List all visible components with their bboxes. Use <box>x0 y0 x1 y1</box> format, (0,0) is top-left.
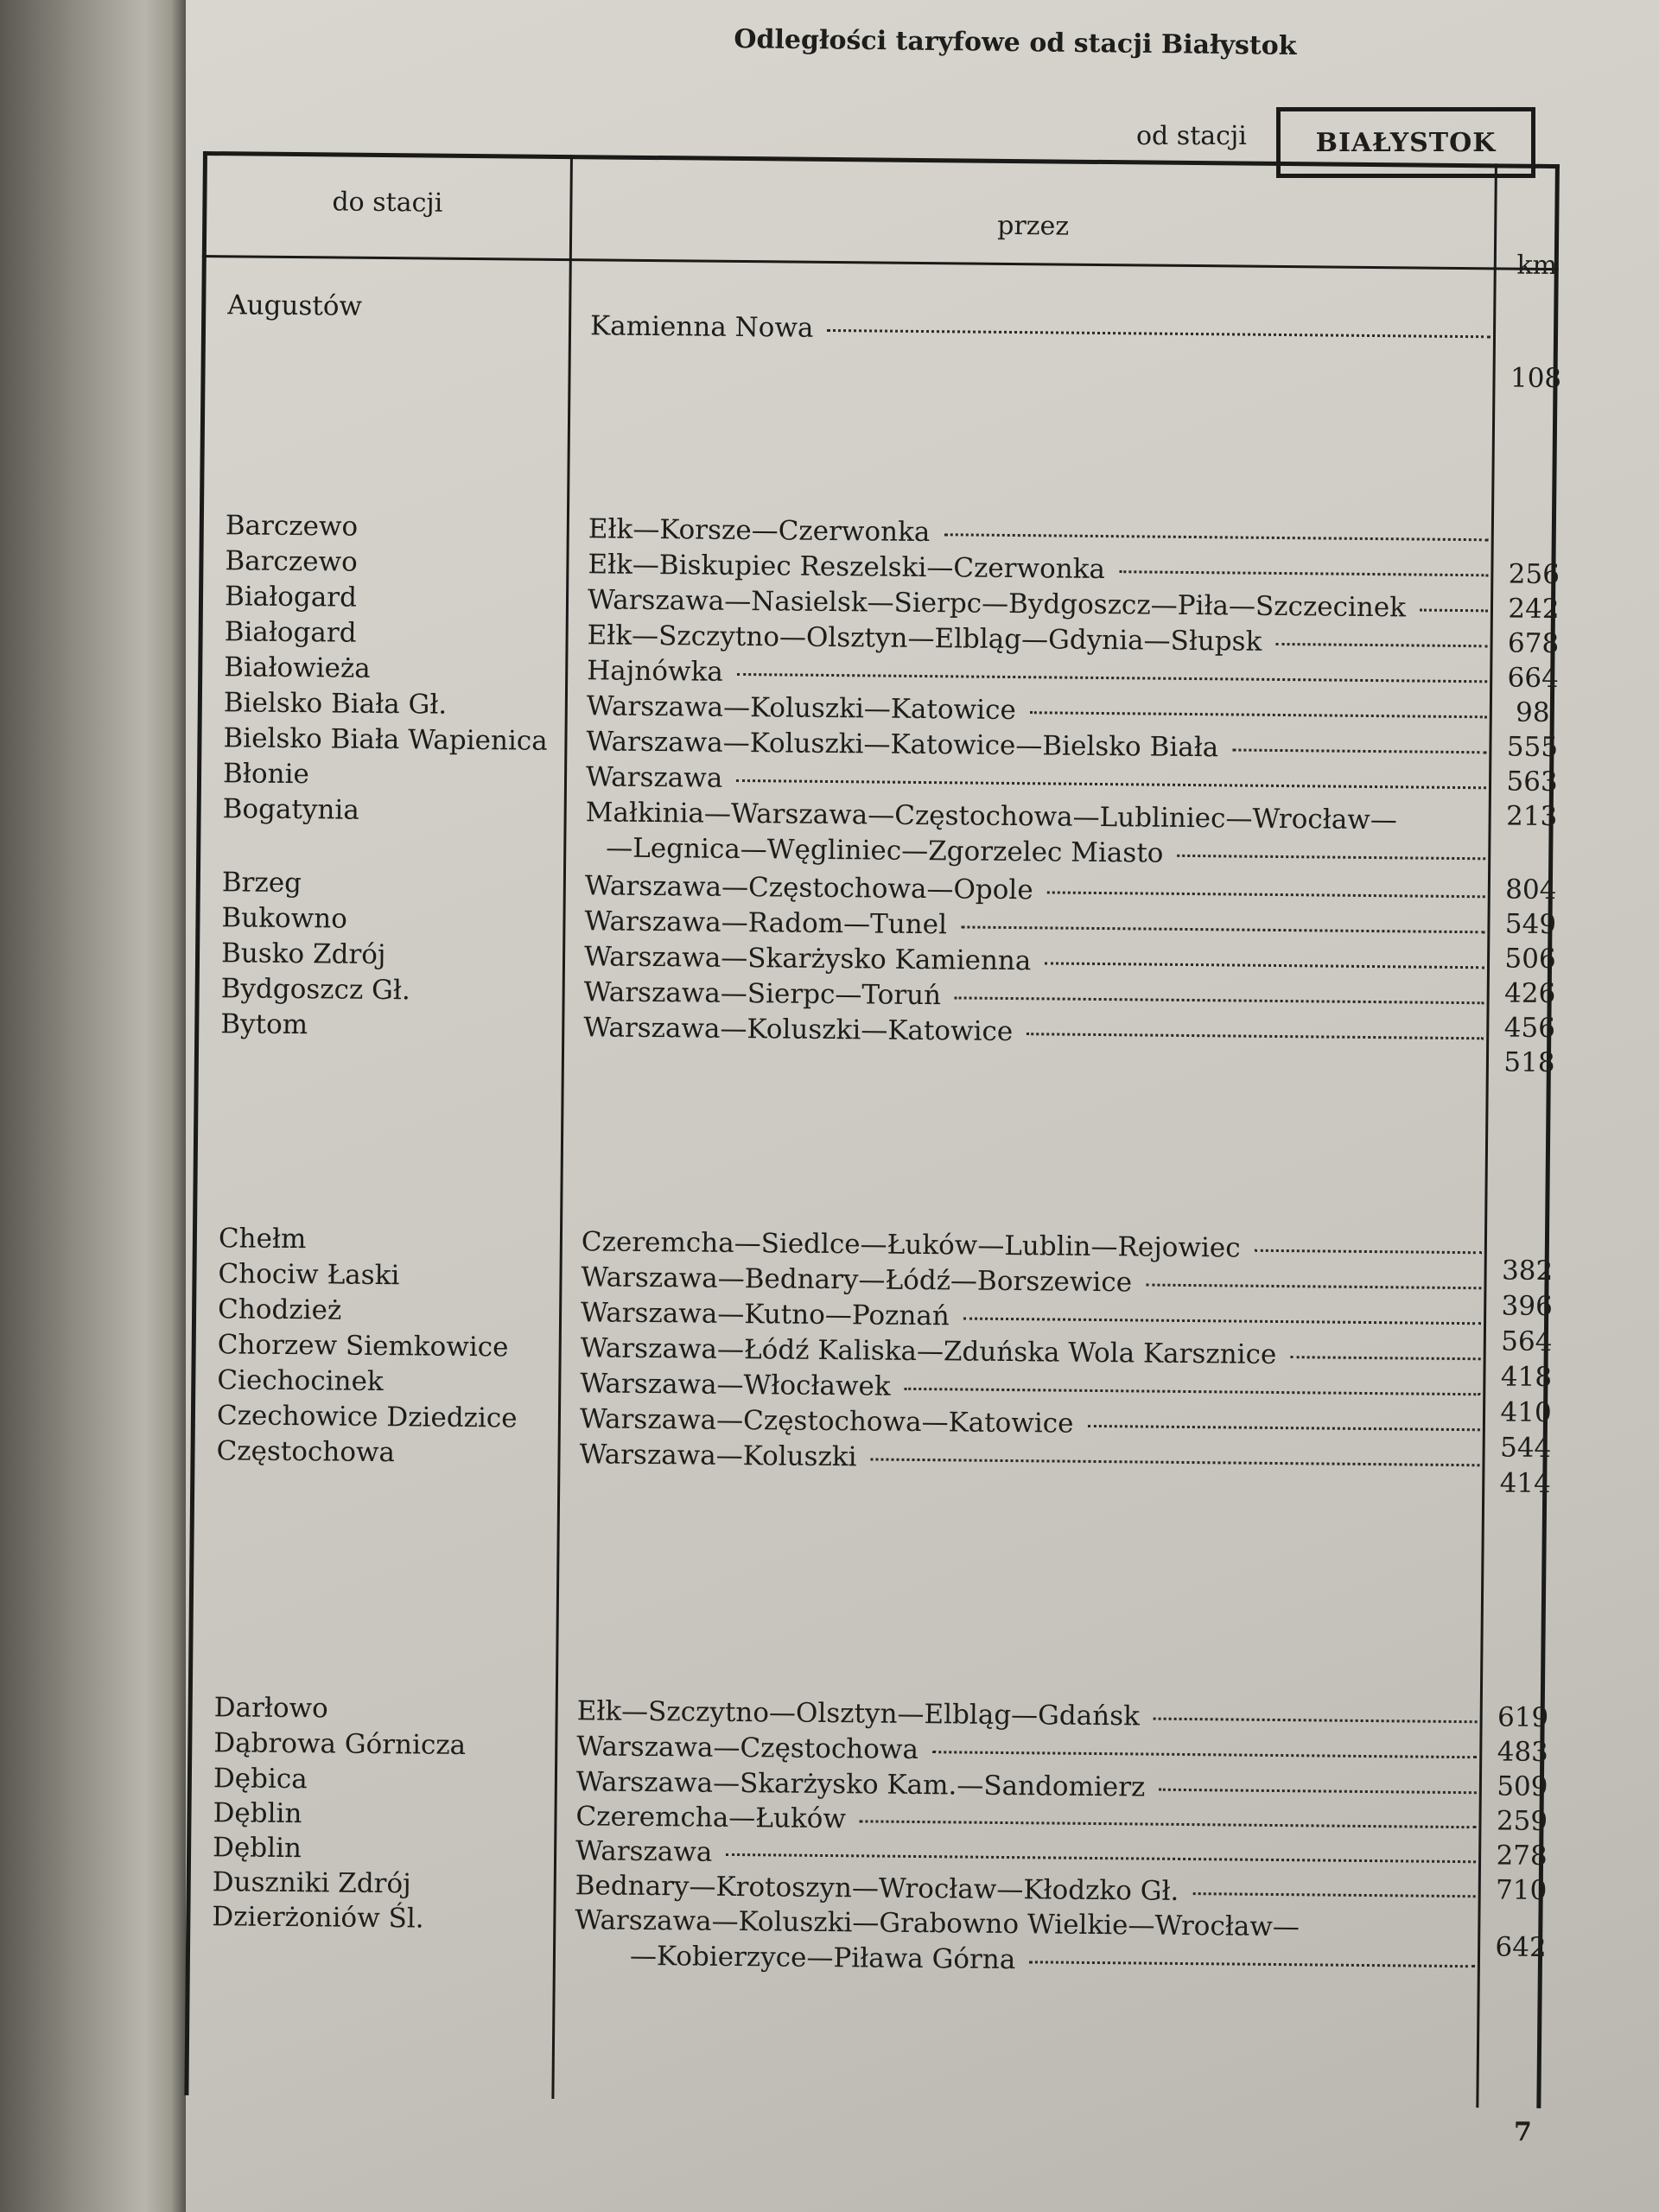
row-destination: Bielsko Biała Gł. <box>223 687 448 721</box>
page-title: Odległości taryfowe od stacji Białystok <box>734 24 1297 61</box>
row-km: 549 <box>1504 908 1557 941</box>
row-via: Warszawa—Włocławek <box>580 1368 1487 1408</box>
row-km: 710 <box>1495 1874 1548 1907</box>
row-destination: Chorzew Siemkowice <box>217 1329 509 1363</box>
row-via: Warszawa—Koluszki—Grabowno Wielkie—Wrocław— <box>575 1904 1300 1943</box>
row-destination: Duszniki Zdrój <box>212 1866 411 1900</box>
row-via: Warszawa—Sierpc—Toruń <box>584 976 1491 1016</box>
row-destination: Chełm <box>218 1223 307 1255</box>
row-via: Warszawa—Łódź Kaliska—Zduńska Wola Karsznice <box>581 1332 1488 1372</box>
row-via: Warszawa—Częstochowa <box>576 1731 1484 1770</box>
row-destination: Dęblin <box>213 1797 302 1830</box>
row-destination: Bukowno <box>221 902 348 935</box>
row-via: Ełk—Szczytno—Olsztyn—Elbląg—Gdynia—Słupsk <box>587 620 1494 659</box>
row-via: Warszawa—Koluszki—Katowice <box>583 1012 1491 1052</box>
row-km: 98 <box>1515 696 1550 728</box>
row-via: Czeremcha—Siedlce—Łuków—Lublin—Rejowiec <box>582 1226 1489 1266</box>
row-km: 382 <box>1501 1255 1554 1287</box>
row-destination: Augustów <box>227 289 363 322</box>
row-km: 564 <box>1501 1325 1553 1358</box>
row-via: Warszawa—Koluszki—Katowice <box>587 690 1494 730</box>
row-destination: Bogatynia <box>222 793 359 826</box>
row-via: Warszawa—Skarżysko Kamienna <box>584 941 1491 981</box>
row-via-continued: —Kobierzyce—Piława Górna <box>575 1940 1482 1980</box>
row-destination: Barczewo <box>225 510 359 543</box>
row-via: Warszawa—Bednary—Łódź—Borszewice <box>581 1262 1488 1301</box>
row-km: 509 <box>1497 1770 1548 1803</box>
row-via: Warszawa—Kutno—Poznań <box>581 1297 1488 1337</box>
row-km: 108 <box>1510 362 1562 395</box>
row-km: 678 <box>1507 627 1560 660</box>
row-destination: Bytom <box>220 1008 308 1041</box>
row-via: Warszawa—Koluszki—Katowice—Bielsko Biała <box>586 726 1493 766</box>
header-destination: do stacji <box>332 187 443 219</box>
header-km: km <box>1516 250 1558 282</box>
row-via: Hajnówka <box>587 655 1494 695</box>
row-via-continued: —Legnica—Węgliniec—Zgorzelec Miasto <box>585 832 1492 872</box>
row-via: Czeremcha—Łuków <box>575 1801 1483 1840</box>
row-destination: Ciechocinek <box>217 1364 384 1398</box>
row-km: 418 <box>1500 1361 1553 1394</box>
row-km: 256 <box>1508 558 1560 591</box>
row-km: 544 <box>1499 1432 1552 1465</box>
row-km: 242 <box>1508 593 1560 626</box>
row-km: 426 <box>1503 977 1556 1010</box>
row-destination: Błonie <box>222 758 309 791</box>
row-via: Bednary—Krotoszyn—Wrocław—Kłodzko Gł. <box>575 1870 1483 1910</box>
row-km: 396 <box>1501 1290 1553 1323</box>
row-km: 518 <box>1503 1046 1555 1079</box>
row-km: 414 <box>1499 1467 1552 1500</box>
row-via: Warszawa—Skarżysko Kam.—Sandomierz <box>576 1766 1484 1806</box>
row-via: Warszawa—Częstochowa—Katowice <box>580 1403 1487 1443</box>
row-destination: Darłowo <box>213 1692 328 1725</box>
row-destination: Bydgoszcz Gł. <box>220 973 410 1007</box>
row-via: Warszawa—Nasielsk—Sierpc—Bydgoszcz—Piła—Szczecinek <box>588 584 1495 624</box>
row-via: Ełk—Biskupiec Reszelski—Czerwonka <box>588 549 1495 588</box>
row-km: 410 <box>1500 1396 1552 1429</box>
row-km: 642 <box>1495 1931 1547 1964</box>
row-km: 483 <box>1497 1736 1549 1769</box>
row-via: Warszawa <box>575 1835 1483 1875</box>
row-km: 664 <box>1507 662 1559 695</box>
page-number: 7 <box>1514 2117 1532 2147</box>
row-km: 563 <box>1506 766 1558 798</box>
document-page <box>186 0 1659 2212</box>
row-destination: Chociw Łaski <box>218 1258 400 1292</box>
row-via: Warszawa—Częstochowa—Opole <box>585 870 1492 910</box>
row-destination: Barczewo <box>225 545 358 578</box>
row-destination: Białowieża <box>224 652 371 684</box>
row-destination: Dzierżoniów Śl. <box>212 1901 424 1935</box>
row-km: 804 <box>1505 874 1557 906</box>
row-destination: Dębica <box>213 1763 308 1796</box>
row-via: Warszawa—Radom—Tunel <box>584 906 1491 945</box>
row-km: 619 <box>1497 1701 1549 1734</box>
row-km: 259 <box>1496 1805 1548 1838</box>
table-column-divider-1 <box>551 155 573 2099</box>
row-destination: Białogard <box>224 581 358 613</box>
table-header-divider <box>202 255 1559 270</box>
row-destination: Busko Zdrój <box>220 938 386 971</box>
from-station-label: od stacji <box>1136 121 1247 151</box>
row-via: Małkinia—Warszawa—Częstochowa—Lubliniec—Wrocław— <box>585 797 1397 836</box>
distance-table <box>184 151 1560 2108</box>
row-destination: Częstochowa <box>216 1435 396 1469</box>
row-km: 506 <box>1504 943 1556 976</box>
row-destination: Dąbrowa Górnicza <box>213 1727 467 1762</box>
row-via: Warszawa—Koluszki <box>579 1439 1486 1478</box>
header-via: przez <box>997 210 1070 242</box>
row-destination: Chodzież <box>217 1294 342 1326</box>
row-destination: Bielsko Biała Wapienica <box>223 722 548 757</box>
row-via: Warszawa <box>586 761 1493 801</box>
row-via: Kamienna Nowa <box>590 310 1497 350</box>
book-spine <box>0 0 186 2212</box>
row-km: 555 <box>1506 731 1559 764</box>
row-destination: Brzeg <box>221 867 302 899</box>
row-destination: Białogard <box>224 616 357 649</box>
row-km: 213 <box>1505 800 1558 833</box>
row-destination: Dęblin <box>212 1832 302 1865</box>
table-left-border <box>184 151 207 2095</box>
row-km: 278 <box>1496 1840 1548 1872</box>
from-station-name: BIAŁYSTOK <box>1315 127 1497 158</box>
row-destination: Czechowice Dziedzice <box>216 1400 518 1434</box>
row-via: Ełk—Szczytno—Olsztyn—Elbląg—Gdańsk <box>577 1695 1484 1735</box>
row-via: Ełk—Korsze—Czerwonka <box>588 513 1496 553</box>
row-km: 456 <box>1503 1012 1556 1045</box>
